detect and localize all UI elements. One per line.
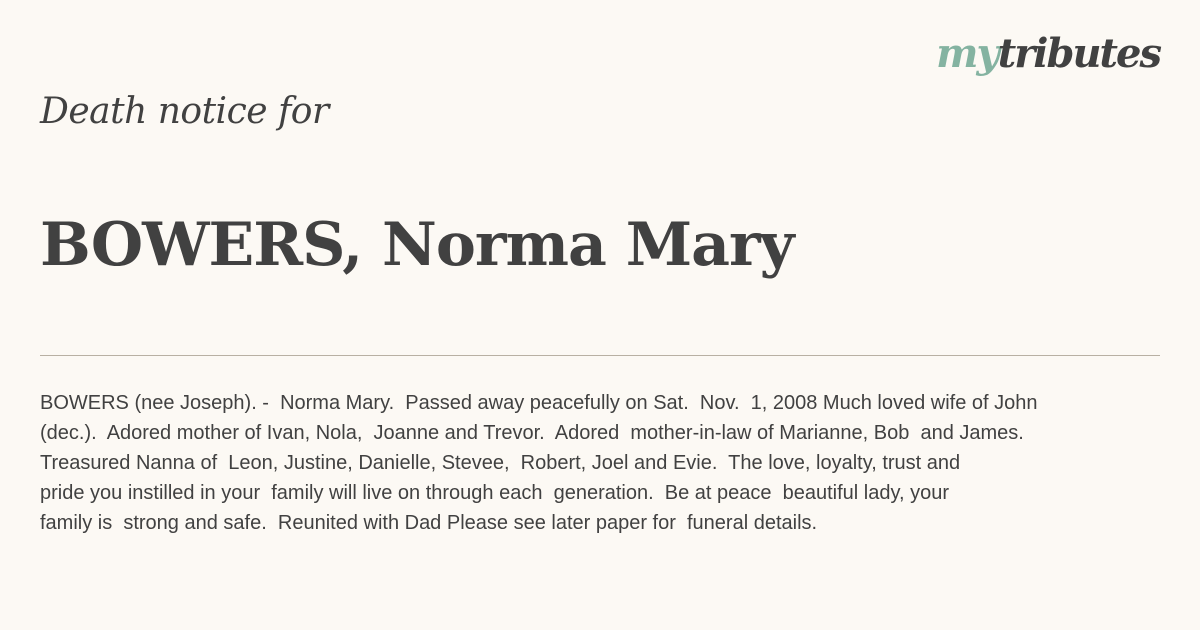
logo-my: my [936,30,998,77]
notice-line: (dec.). Adored mother of Ivan, Nola, Joanne and Trevor. Adored mother-in-law of Marianne, Bob and James. [40,422,1024,444]
mytributes-logo[interactable] [936,30,1160,77]
logo-tributes: tributes [997,30,1160,77]
notice-line: pride you instilled in your family will live on through each generation. Be at peace beautiful lady, your [40,482,950,504]
notice-line: BOWERS (nee Joseph). - Norma Mary. Passed away peacefully on Sat. Nov. 1, 2008 Much loved wife of John [40,392,1038,414]
notice-line: family is strong and safe. Reunited with Dad Please see later paper for funeral details. [40,512,818,534]
deceased-name: BOWERS, Norma Mary [40,210,794,280]
notice-intro-heading: Death notice for [40,91,329,132]
notice-text [40,388,1160,538]
divider [40,355,1160,356]
notice-line: Treasured Nanna of Leon, Justine, Danielle, Stevee, Robert, Joel and Evie. The love, loyalty, trust and [40,452,961,474]
